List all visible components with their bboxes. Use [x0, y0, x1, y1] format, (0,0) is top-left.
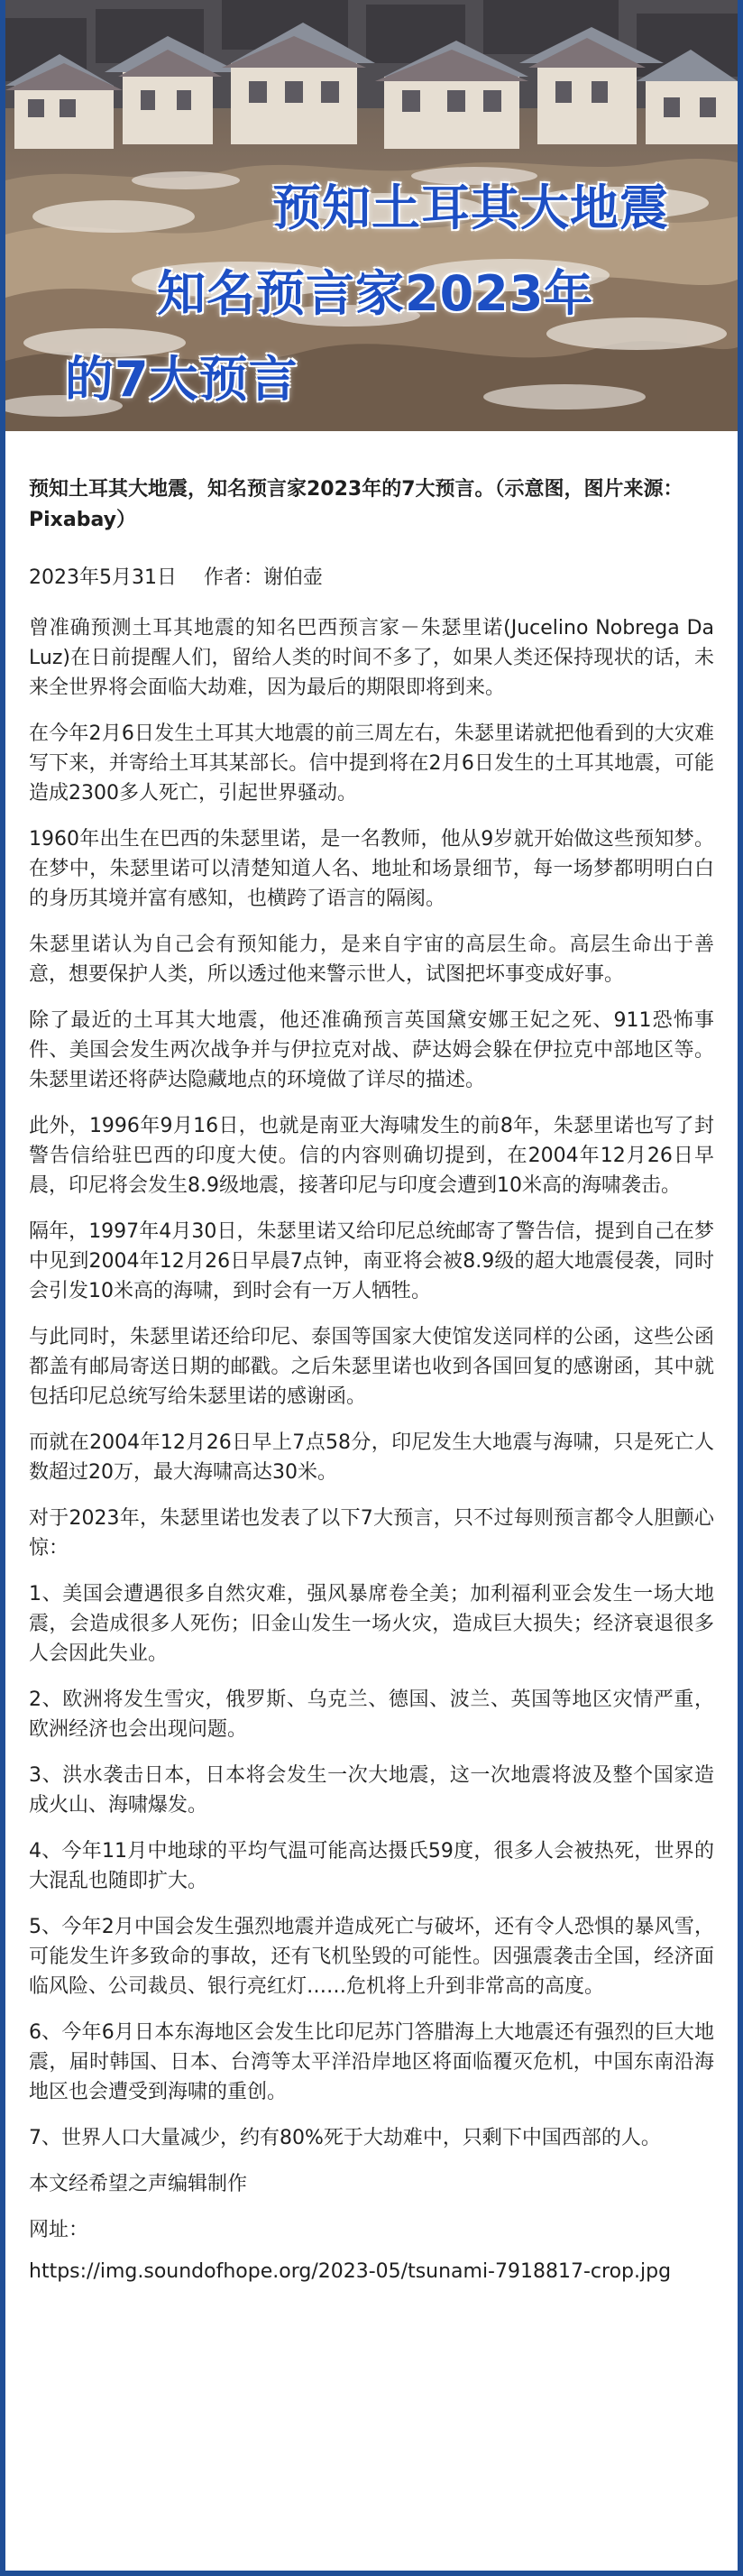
prediction-6: 6、今年6月日本东海地区会发生比印尼苏门答腊海上大地震还有强烈的巨大地震，届时韩国、日本、台湾等太平洋沿岸地区将面临覆灭危机，中国东南沿海地区也会遭受到海啸的重创。: [29, 2021, 714, 2103]
paragraph-5: 除了最近的土耳其大地震，他还准确预言英国黛安娜王妃之死、911恐怖事件、美国会发生两次战争并与伊拉克对战、萨达姆会躲在伊拉克中部地区等。朱瑟里诺还将萨达隐藏地点的环境做了详尽的描述。: [29, 1009, 714, 1091]
prediction-4: 4、今年11月中地球的平均气温可能高达摄氏59度，很多人会被热死，世界的大混乱也随即扩大。: [29, 1840, 714, 1892]
prediction-3: 3、洪水袭击日本，日本将会发生一次大地震，这一次地震将波及整个国家造成火山、海啸爆发。: [29, 1764, 714, 1817]
paragraph-6: 此外，1996年9月16日，也就是南亚大海啸发生的前8年，朱瑟里诺也写了封警告信给驻巴西的印度大使。信的内容则确切提到，在2004年12月26日早晨，印尼将会发生8.9级地震，接著印尼与印度会遭到10米高的海啸袭击。: [29, 1115, 714, 1197]
paragraph-8: 与此同时，朱瑟里诺还给印尼、泰国等国家大使馆发送同样的公函，这些公函都盖有邮局寄送日期的邮戳。之后朱瑟里诺也收到各国回复的感谢函，其中就包括印尼总统写给朱瑟里诺的感谢函。: [29, 1326, 714, 1408]
prediction-7: 7、世界人口大量减少，约有80%死于大劫难中，只剩下中国西部的人。: [29, 2127, 661, 2149]
prediction-2: 2、欧洲将发生雪灾，俄罗斯、乌克兰、德国、波兰、英国等地区灾情严重，欧洲经济也会出现问题。: [29, 1688, 714, 1741]
article-body: [5, 431, 738, 2287]
prediction-1: 1、美国会遭遇很多自然灾难，强风暴席卷全美；加利福利亚会发生一场大地震，会造成很多人死伤；旧金山发生一场火灾，造成巨大损失；经济衰退很多人会因此失业。: [29, 1583, 714, 1665]
source-url-link[interactable]: https://img.soundofhope.org/2023-05/tsunami-7918817-crop.jpg: [29, 2260, 672, 2283]
paragraph-3: 1960年出生在巴西的朱瑟里诺，是一名教师，他从9岁就开始做这些预知梦。在梦中，朱瑟里诺可以清楚知道人名、地址和场景细节，每一场梦都明明白白的身历其境并富有感知，也横跨了语言的隔阂。: [29, 828, 714, 910]
paragraph-10: 对于2023年，朱瑟里诺也发表了以下7大预言，只不过每则预言都令人胆颤心惊：: [29, 1507, 714, 1559]
hero-title-line-3: 的7大预言: [65, 351, 298, 408]
hero-title-line-1: 预知土耳其大地震: [272, 179, 669, 236]
url-label: 网址：: [29, 2219, 89, 2241]
paragraph-1: 曾准确预测土耳其地震的知名巴西预言家－朱瑟里诺(Jucelino Nobrega Da Luz)在日前提醒人们，留给人类的时间不多了，如果人类还保持现状的话，未来全世界将会面临大劫难，因为最后的期限即将到来。: [29, 617, 714, 699]
editor-note: 本文经希望之声编辑制作: [29, 2173, 248, 2195]
article-meta: [29, 563, 714, 593]
hero-title-line-2: 知名预言家2023年: [157, 265, 594, 322]
paragraph-9: 而就在2004年12月26日早上7点58分，印尼发生大地震与海啸，只是死亡人数超过20万，最大海啸高达30米。: [29, 1431, 714, 1484]
image-caption: 预知土耳其大地震，知名预言家2023年的7大预言。（示意图，图片来源：Pixabay）: [29, 478, 683, 531]
paragraph-7: 隔年，1997年4月30日，朱瑟里诺又给印尼总统邮寄了警告信，提到自己在梦中见到2004年12月26日早晨7点钟，南亚将会被8.9级的超大地震侵袭，同时会引发10米高的海啸，到时会有一万人牺牲。: [29, 1220, 714, 1302]
publish-date: 2023年5月31日: [29, 566, 177, 589]
author-line: 作者：谢伯壶: [203, 566, 323, 589]
prediction-5: 5、今年2月中国会发生强烈地震并造成死亡与破坏，还有令人恐惧的暴风雪，可能发生许多致命的事故，还有飞机坠毁的可能性。因强震袭击全国，经济面临风险、公司裁员、银行亮红灯……危机将上升到非常高的高度。: [29, 1916, 714, 1998]
paragraph-2: 在今年2月6日发生土耳其大地震的前三周左右，朱瑟里诺就把他看到的大灾难写下来，并寄给土耳其某部长。信中提到将在2月6日发生的土耳其地震，可能造成2300多人死亡，引起世界骚动。: [29, 722, 714, 805]
hero-banner: [5, 0, 738, 431]
paragraph-4: 朱瑟里诺认为自己会有预知能力，是来自宇宙的高层生命。高层生命出于善意，想要保护人类，所以透过他来警示世人，试图把坏事变成好事。: [29, 934, 714, 986]
